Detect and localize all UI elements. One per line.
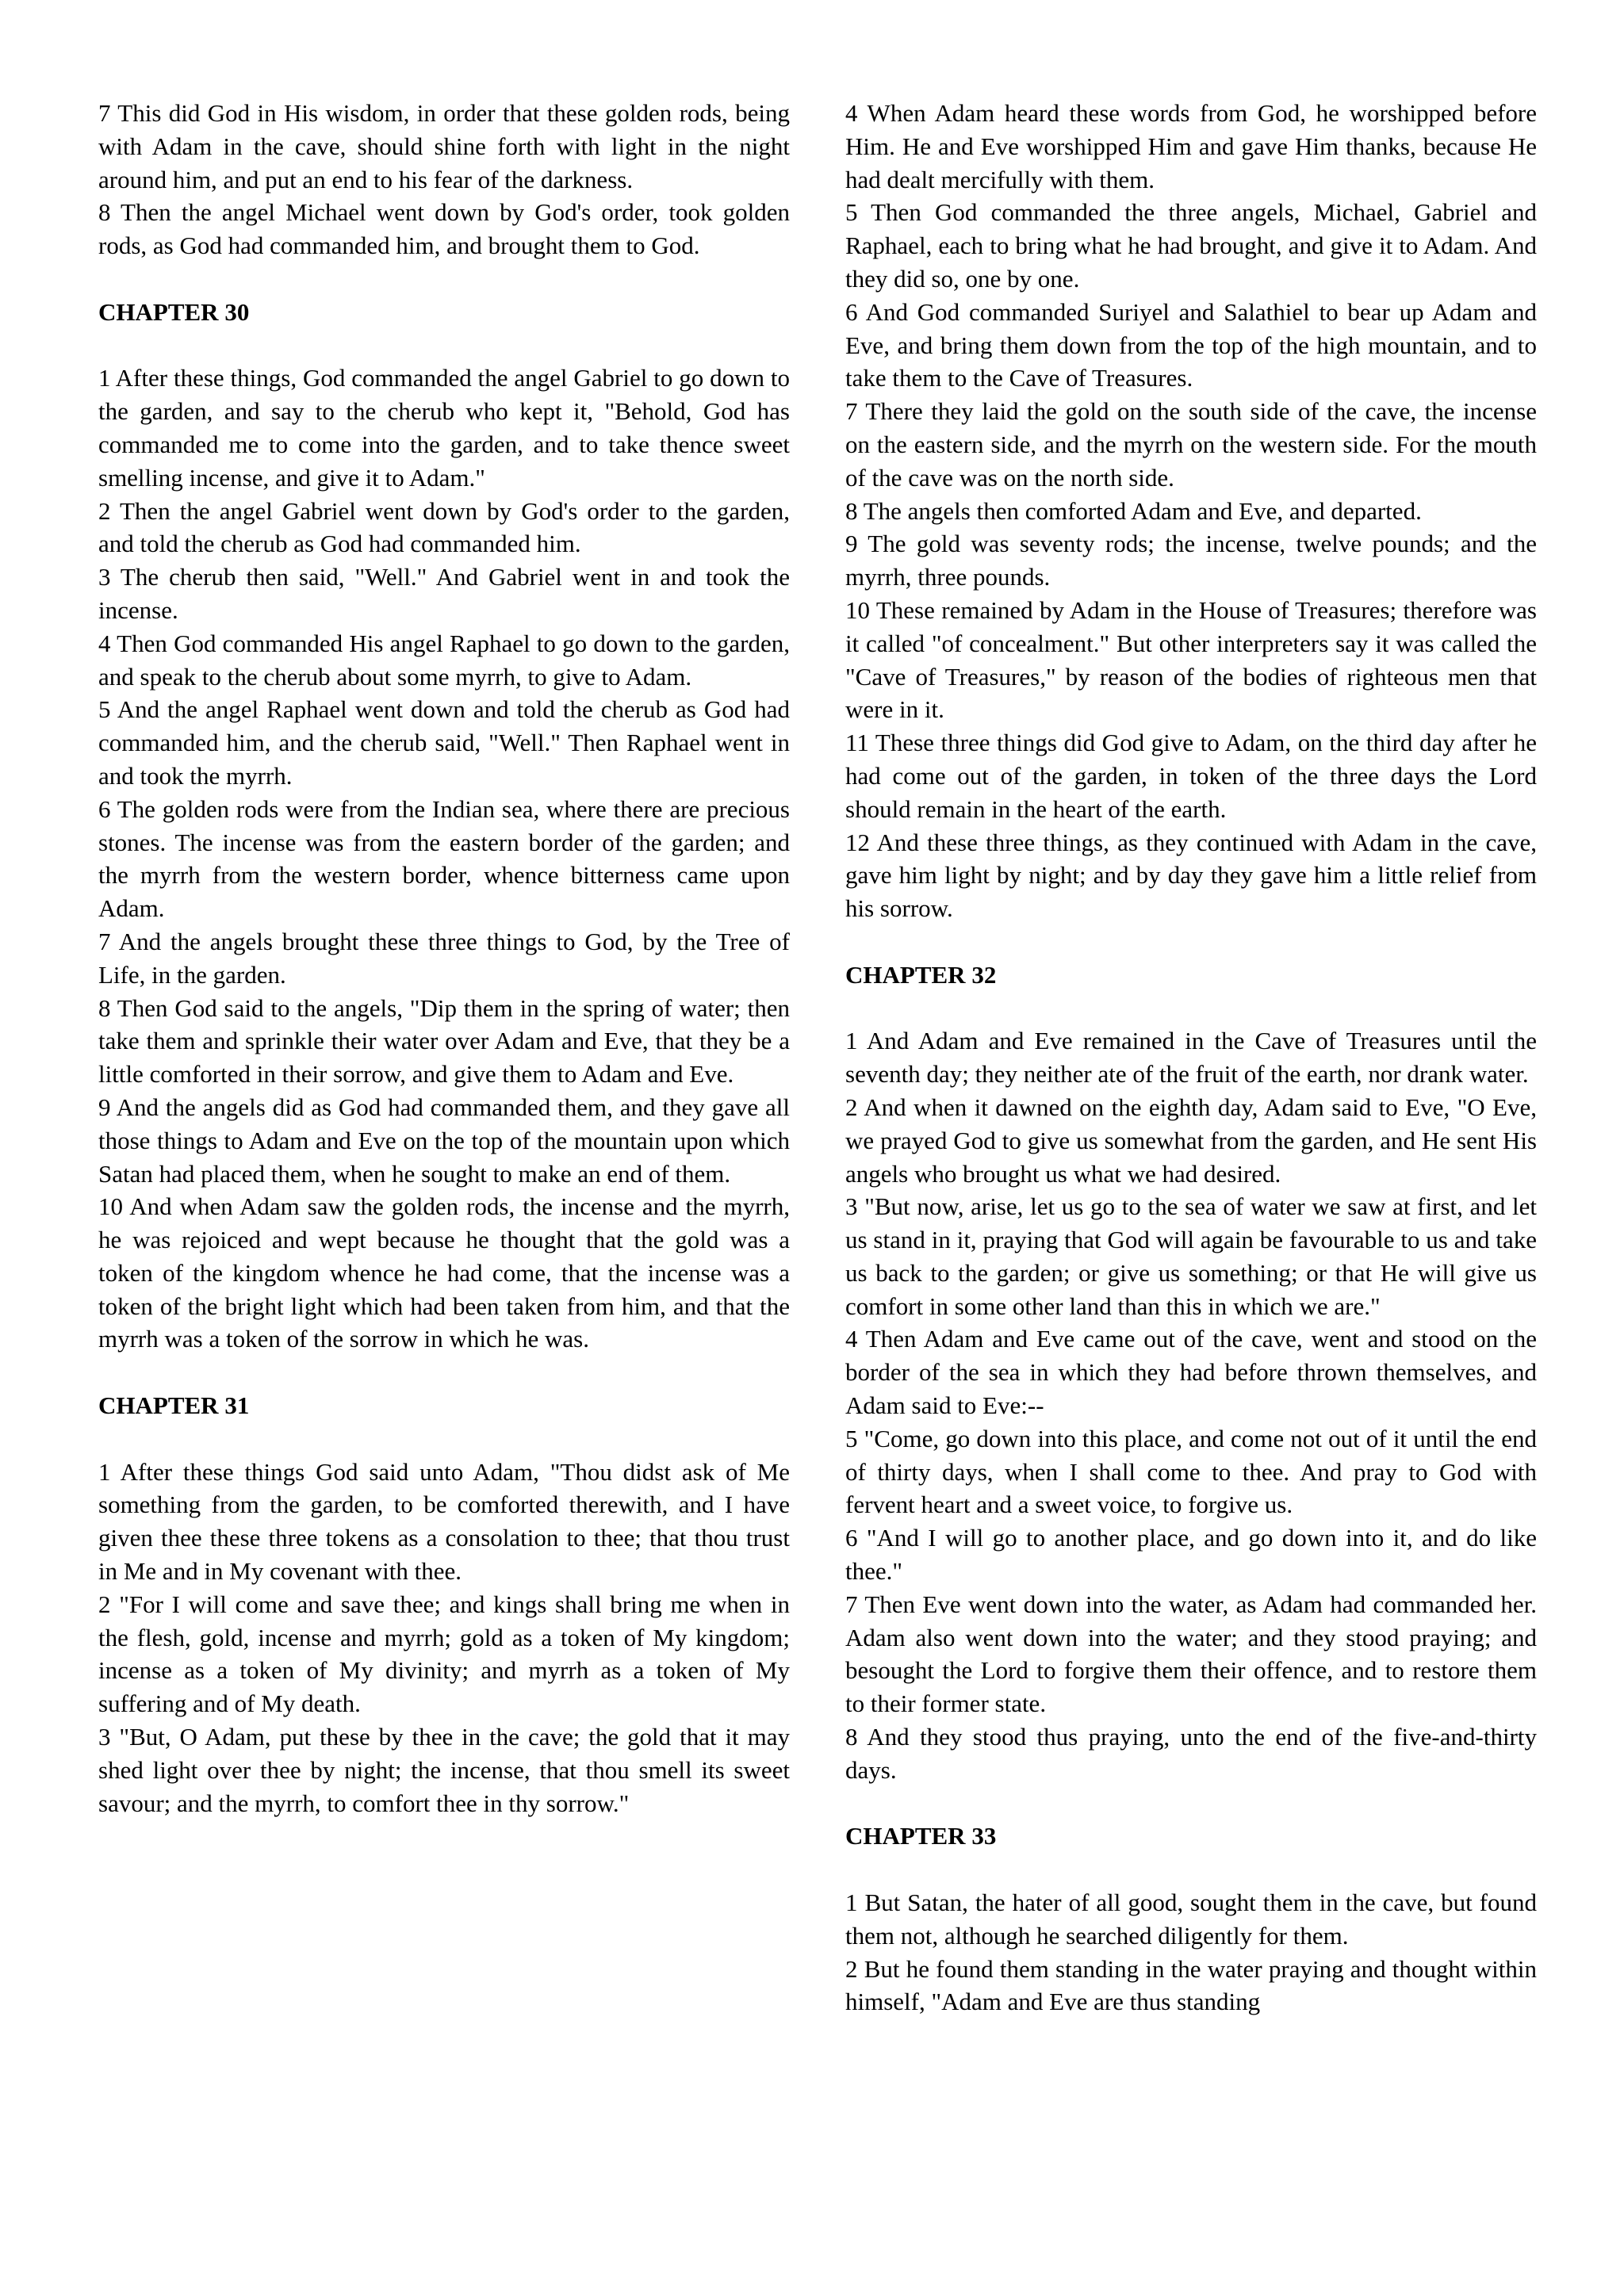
paragraph: 1 But Satan, the hater of all good, sought them in the cave, but found them not, although he searched diligently for them.	[845, 1888, 1537, 1950]
paragraph: 3 "But, O Adam, put these by thee in the cave; the gold that it may shed light over thee by night; the incense, that thou smell its sweet savour; and the myrrh, to comfort thee in thy sorrow."	[98, 1723, 790, 1817]
paragraph: 5 Then God commanded the three angels, Michael, Gabriel and Raphael, each to bring what he had brought, and give it to Adam. And they did so, one by one.	[845, 198, 1537, 293]
paragraph: 7 This did God in His wisdom, in order that these golden rods, being with Adam in the cave, should shine forth with light in the night around him, and put an end to his fear of the darkness.	[98, 99, 790, 193]
chapter-heading: CHAPTER 30	[98, 297, 250, 326]
paragraph: 2 "For I will come and save thee; and kings shall bring me when in the flesh, gold, incense and myrrh; gold as a token of My kingdom; incense as a token of My divinity; and myrrh as a token of My suffering and of My death.	[98, 1590, 790, 1718]
paragraph: 5 "Come, go down into this place, and come not out of it until the end of thirty days, when I shall come to thee. And pray to God with fervent heart and a sweet voice, to forgive us.	[845, 1424, 1537, 1519]
paragraph: 4 Then God commanded His angel Raphael to go down to the garden, and speak to the cherub about some myrrh, to give to Adam.	[98, 629, 790, 691]
paragraph: 5 And the angel Raphael went down and told the cherub as God had commanded him, and the cherub said, "Well." Then Raphael went in and took the myrrh.	[98, 695, 790, 790]
right-column	[845, 97, 1537, 2019]
left-column	[98, 97, 790, 1820]
paragraph: 10 And when Adam saw the golden rods, the incense and the myrrh, he was rejoiced and wept because he thought that the gold was a token of the kingdom whence he had come, that the incense was a token of the bright light which had been taken from him, and that the myrrh was a token of the sorrow in which he was.	[98, 1192, 790, 1353]
chapter-heading: CHAPTER 33	[845, 1822, 997, 1850]
paragraph: 7 Then Eve went down into the water, as Adam had commanded her. Adam also went down into the water; and they stood praying; and besought the Lord to forgive them their offence, and to restore them to their former state.	[845, 1590, 1537, 1718]
paragraph: 7 And the angels brought these three things to God, by the Tree of Life, in the garden.	[98, 927, 790, 989]
paragraph: 3 The cherub then said, "Well." And Gabriel went in and took the incense.	[98, 563, 790, 624]
paragraph: 8 Then God said to the angels, "Dip them in the spring of water; then take them and sprinkle their water over Adam and Eve, that they be a little comforted in their sorrow, and give them to Adam and Eve.	[98, 993, 790, 1089]
chapter-heading: CHAPTER 32	[845, 960, 997, 989]
paragraph: 3 "But now, arise, let us go to the sea of water we saw at first, and let us stand in it, praying that God will again be favourable to us and take us back to the garden; or give us something; or that He will give us comfort in some other land than this in which we are."	[845, 1192, 1537, 1320]
paragraph: 10 These remained by Adam in the House of Treasures; therefore was it called "of concealment." But other interpreters say it was called the "Cave of Treasures," by reason of the bodies of righteous men that were in it.	[845, 595, 1537, 724]
paragraph: 2 Then the angel Gabriel went down by God's order to the garden, and told the cherub as God had commanded him.	[98, 496, 790, 558]
paragraph: 1 And Adam and Eve remained in the Cave of Treasures until the seventh day; they neither ate of the fruit of the earth, nor drank water.	[845, 1027, 1537, 1089]
paragraph: 2 But he found them standing in the water praying and thought within himself, "Adam and Eve are thus standing	[845, 1954, 1537, 2016]
paragraph: 8 Then the angel Michael went down by God's order, took golden rods, as God had commanded him, and brought them to God.	[98, 198, 790, 260]
paragraph: 6 And God commanded Suriyel and Salathiel to bear up Adam and Eve, and bring them down from the top of the high mountain, and to take them to the Cave of Treasures.	[845, 297, 1537, 392]
paragraph: 12 And these three things, as they continued with Adam in the cave, gave him light by night; and by day they gave him a little relief from his sorrow.	[845, 828, 1537, 923]
paragraph: 4 Then Adam and Eve came out of the cave, went and stood on the border of the sea in which they had before thrown themselves, and Adam said to Eve:--	[845, 1325, 1537, 1420]
paragraph: 9 And the angels did as God had commanded them, and they gave all those things to Adam and Eve on the top of the mountain upon which Satan had placed them, when he sought to make an end of them.	[98, 1093, 790, 1188]
paragraph: 8 And they stood thus praying, unto the end of the five-and-thirty days.	[845, 1723, 1537, 1784]
paragraph: 2 And when it dawned on the eighth day, Adam said to Eve, "O Eve, we prayed God to give us somewhat from the garden, and He sent His angels who brought us what we had desired.	[845, 1093, 1537, 1188]
chapter-heading: CHAPTER 31	[98, 1391, 250, 1420]
paragraph: 9 The gold was seventy rods; the incense, twelve pounds; and the myrrh, three pounds.	[845, 530, 1537, 591]
paragraph: 1 After these things God said unto Adam, "Thou didst ask of Me something from the garden, to be comforted therewith, and I have given thee these three tokens as a consolation to thee; that thou trust in Me and in My covenant with thee.	[98, 1457, 790, 1586]
paragraph: 8 The angels then comforted Adam and Eve, and departed.	[845, 496, 1422, 525]
paragraph: 6 "And I will go to another place, and go down into it, and do like thee."	[845, 1524, 1537, 1586]
paragraph: 1 After these things, God commanded the angel Gabriel to go down to the garden, and say to the cherub who kept it, "Behold, God has commanded me to come into the garden, and to take thence sweet smelling incense, and give it to Adam."	[98, 364, 790, 492]
paragraph: 4 When Adam heard these words from God, he worshipped before Him. He and Eve worshipped Him and gave Him thanks, because He had dealt mercifully with them.	[845, 99, 1537, 193]
paragraph: 7 There they laid the gold on the south side of the cave, the incense on the eastern side, and the myrrh on the western side. For the mouth of the cave was on the north side.	[845, 397, 1537, 492]
paragraph: 11 These three things did God give to Adam, on the third day after he had come out of the garden, in token of the three days the Lord should remain in the heart of the earth.	[845, 729, 1537, 823]
paragraph: 6 The golden rods were from the Indian sea, where there are precious stones. The incense was from the eastern border of the garden; and the myrrh from the western border, whence bitterness came upon Adam.	[98, 794, 790, 923]
